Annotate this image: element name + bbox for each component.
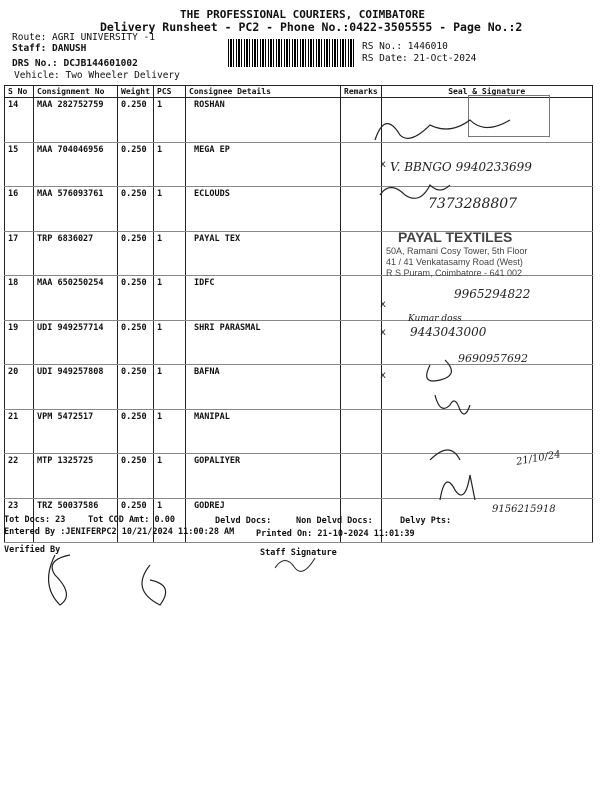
col-signature: Seal & Signature [381,86,592,98]
delvd-docs: Delvd Docs: [215,516,272,526]
delvy-pts: Delvy Pts: [400,516,452,526]
barcode [228,39,354,67]
handwritten-row23: 9156215918 [492,504,556,515]
handwritten-row15: V. BBNGO 9940233699 [390,160,532,174]
cell-pcs: 1 [154,320,186,365]
cell-cno: UDI 949257808 [34,365,118,410]
cell-consignee: MEGA EP [186,142,341,187]
cell-consignee: GODREJ [186,498,341,543]
svg-text:x: x [380,299,387,310]
handwritten-row16: 7373288807 [428,196,518,212]
cell-consignee: BAFNA [186,365,341,410]
cell-sno: 14 [5,98,34,143]
signature-marks [360,95,580,515]
col-sno: S No [5,86,34,98]
cell-weight: 0.250 [118,142,154,187]
verified-by-label: Verified By [4,545,61,555]
tot-docs: Tot Docs: 23 [4,515,66,525]
cell-weight: 0.250 [118,454,154,499]
rs-date: RS Date: 21-Oct-2024 [362,53,477,64]
cell-sno: 19 [5,320,34,365]
staff-signature-label: Staff Signature [260,548,337,558]
cell-cno: UDI 949257714 [34,320,118,365]
cell-cno: MAA 576093761 [34,187,118,232]
payal-stamp-name: PAYAL TEXTILES [398,229,513,245]
payal-stamp-line1: 50A, Ramani Cosy Tower, 5th Floor [386,246,528,256]
cell-pcs: 1 [154,409,186,454]
cell-weight: 0.250 [118,320,154,365]
cell-weight: 0.250 [118,365,154,410]
cell-consignee: MANIPAL [186,409,341,454]
cell-consignee: IDFC [186,276,341,321]
cell-pcs: 1 [154,231,186,276]
cell-weight: 0.250 [118,187,154,232]
payal-stamp-line2: 41 / 41 Venkatasamy Road (West) [386,257,523,267]
cell-weight: 0.250 [118,409,154,454]
cell-sno: 23 [5,498,34,543]
cell-pcs: 1 [154,98,186,143]
drs-number: DRS No.: DCJB144601002 [12,58,138,69]
cell-sno: 22 [5,454,34,499]
route-label: Route: AGRI UNIVERSITY -1 [12,32,155,43]
cell-cno: VPM 5472517 [34,409,118,454]
payal-stamp-line3: R S Puram, Coimbatore - 641 002 [386,268,523,278]
cell-sno: 16 [5,187,34,232]
rs-number: RS No.: 1446010 [362,41,448,52]
handwritten-row20: 9690957692 [458,352,528,365]
cell-weight: 0.250 [118,276,154,321]
staff-label: Staff: DANUSH [12,43,87,54]
staff-signature-mark [270,548,320,588]
company-title: THE PROFESSIONAL COURIERS, COIMBATORE [180,8,426,21]
handwritten-row18: 9965294822 [454,287,531,301]
cell-consignee: ECLOUDS [186,187,341,232]
cell-cno: MTP 1325725 [34,454,118,499]
cell-cno: TRZ 50037586 [34,498,118,543]
svg-text:x: x [380,159,387,170]
cell-weight: 0.250 [118,98,154,143]
vehicle-label: Vehicle: Two Wheeler Delivery [14,70,180,81]
col-consignee: Consignee Details [186,86,341,98]
cell-pcs: 1 [154,454,186,499]
cell-cno: MAA 704046956 [34,142,118,187]
entered-by: Entered By :JENIFERPC2 10/21/2024 11:00:28 AM [4,527,235,537]
col-consignment: Consignment No [34,86,118,98]
svg-text:x: x [380,370,387,381]
runsheet-title: Delivery Runsheet - PC2 - Phone No.:0422-3505555 - Page No.:2 [100,20,523,34]
cell-pcs: 1 [154,365,186,410]
handwritten-row19b: 9443043000 [410,325,487,339]
handwritten-row22: 21/10/24 [515,449,562,468]
cell-pcs: 1 [154,142,186,187]
cell-weight: 0.250 [118,498,154,543]
cell-cno: MAA 650250254 [34,276,118,321]
cell-cno: TRP 6836027 [34,231,118,276]
cell-sno: 17 [5,231,34,276]
cell-cno: MAA 282752759 [34,98,118,143]
svg-text:x: x [380,327,387,338]
cell-sno: 18 [5,276,34,321]
printed-on: Printed On: 21-10-2024 11:01:39 [256,529,415,539]
cell-consignee: ROSHAN [186,98,341,143]
cell-pcs: 1 [154,276,186,321]
non-delvd-docs: Non Delvd Docs: [296,516,373,526]
handwritten-row19a: Kumar doss [408,314,462,324]
cell-sno: 15 [5,142,34,187]
cell-pcs: 1 [154,498,186,543]
cell-consignee: GOPALIYER [186,454,341,499]
cell-weight: 0.250 [118,231,154,276]
verifier-signature [25,550,185,610]
col-weight: Weight [118,86,154,98]
col-pcs: PCS [154,86,186,98]
col-remarks: Remarks [341,86,382,98]
cell-consignee: PAYAL TEX [186,231,341,276]
cell-sno: 20 [5,365,34,410]
cell-pcs: 1 [154,187,186,232]
cell-consignee: SHRI PARASMAL [186,320,341,365]
cell-sno: 21 [5,409,34,454]
tot-cod: Tot COD Amt: 0.00 [88,515,175,525]
